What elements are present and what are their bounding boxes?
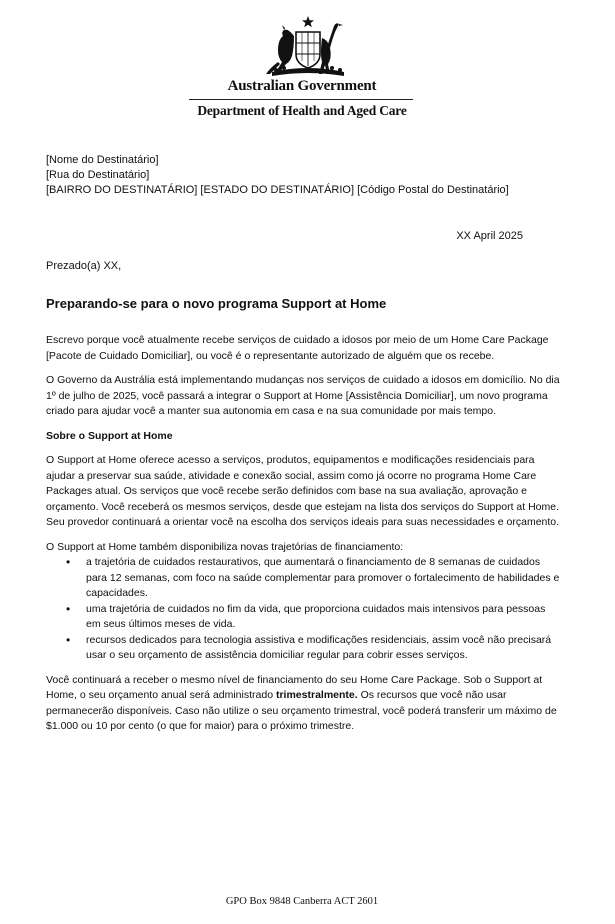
list-item: [66, 632, 562, 664]
letterhead-divider: [189, 99, 413, 100]
footer-address: GPO Box 9848 Canberra ACT 2601: [225, 896, 379, 907]
paragraph-pathways-intro: O Support at Home também disponibiliza novas trajetórias de financiamento:: [46, 540, 404, 553]
bullet-icon: •: [66, 555, 71, 569]
paragraph-changes: O Governo da Austrália está implementando mudanças nos serviços de cuidado a idosos em domicílio. No dia 1º de julho de 2025, você passará a integrar o Support at Home [Assistência Domiciliar], um novo programa criado para ajudar você a manter sua autonomia em casa e na sua comunidade por mais tempo.: [46, 374, 560, 417]
recipient-street: [Rua do Destinatário]: [46, 169, 150, 181]
bullet-icon: •: [66, 601, 71, 616]
greeting: Prezado(a) XX,: [46, 260, 122, 272]
list-item: [66, 601, 562, 633]
paragraph-funding: [46, 673, 562, 735]
list-item-text: recursos dedicados para tecnologia assistiva e modificações residenciais, assim você não precisará usar o seu orçamento de assistência domiciliar regular para cobrir esses serviços.: [86, 633, 552, 661]
list-item: [66, 555, 562, 602]
commonwealth-coat-of-arms-icon: [262, 14, 354, 78]
bullet-icon: •: [66, 632, 71, 647]
pathways-list: [46, 555, 562, 664]
section-heading: Sobre o Support at Home: [46, 429, 173, 442]
recipient-locality: [BAIRRO DO DESTINATÁRIO] [ESTADO DO DESTINATÁRIO] [Código Postal do Destinatário]: [46, 184, 509, 196]
paragraph-about: O Support at Home oferece acesso a serviços, produtos, equipamentos e modificações residenciais para ajudar a preservar sua saúde, atividade e conexão social, assim como já ocorre no programa Home Care Packages atual. Os serviços que você recebe serão definidos com base na sua avaliação, aprovação e orçamento. Você receberá os mesmos serviços, desde que estejam na lista dos serviços do Support at Home. Seu provedor continuará a orientar você na escolha dos serviços ideais para suas necessidades e orçamento.: [46, 454, 560, 528]
funding-text-end: Os recursos que você não usar permanecerão disponíveis. Caso não utilize o seu orçamento trimestral, você poderá transferir um máximo de $1.000 ou 10 por cento (o que for maior) para o próximo trimestre.: [46, 689, 557, 732]
government-name: Australian Government: [227, 78, 377, 94]
list-item-text: uma trajetória de cuidados no fim da vida, que proporciona cuidados mais intensivos para pessoas em seus últimos meses de vida.: [86, 602, 546, 630]
department-name: Department of Health and Aged Care: [197, 103, 407, 118]
recipient-address: [46, 153, 509, 198]
funding-text-bold: trimestralmente.: [275, 689, 358, 701]
recipient-name: [Nome do Destinatário]: [46, 154, 159, 166]
funding-text-start: Você continuará a receber o mesmo nível de financiamento do seu Home Care Package. Sob o Support at Home, o seu orçamento anual será administrado: [46, 673, 543, 701]
letter-body: [46, 333, 562, 744]
paragraph-intro: Escrevo porque você atualmente recebe serviços de cuidado a idosos por meio de um Home Care Package [Pacote de Cuidado Domiciliar], ou você é o representante autorizado de alguém que os recebe.: [46, 334, 549, 362]
letterhead: [0, 0, 615, 125]
letter-date: XX April 2025: [456, 230, 523, 242]
letter-subject: Preparando-se para o novo programa Support at Home: [46, 296, 387, 311]
list-item-text: a trajetória de cuidados restaurativos, que aumentará o financiamento de 8 semanas de cuidados para 12 semanas, com foco na saúde complementar para promover o fortalecimento de habilidades e capacidades.: [86, 556, 560, 599]
